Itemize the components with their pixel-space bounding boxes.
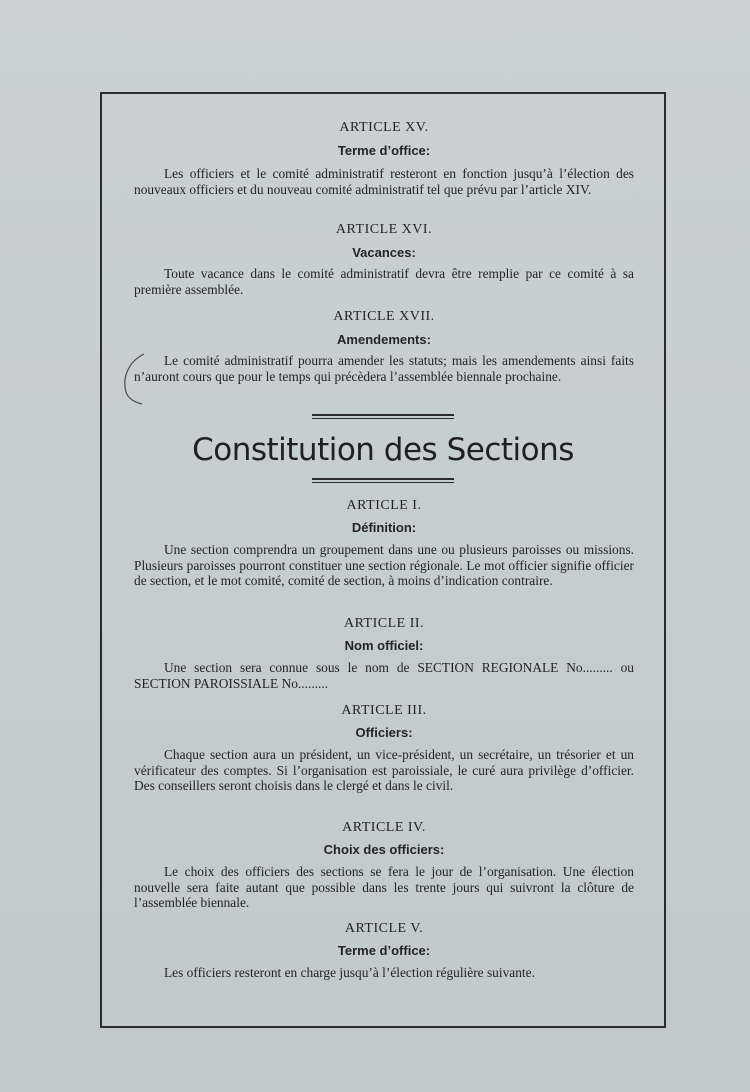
article-iv xyxy=(134,820,634,911)
article-title: Nom officiel: xyxy=(344,638,424,653)
section-title: Constitution des Sections xyxy=(192,432,574,468)
article-title: Choix des officiers: xyxy=(323,842,445,857)
article-ii xyxy=(134,616,634,691)
article-text: Une section comprendra un groupement dans une ou plusieurs paroisses ou missions. Plusieurs paroisses pourront constituer une section régionale. Le mot officier signifie officier de section, et le mot comité, comité de section, à moins d’indication contraire. xyxy=(134,542,634,589)
article-text: Les officiers et le comité administratif resteront en fonction jusqu’à l’élection des nouveaux officiers et du nouveau comité administratif tel que prévu par l’article XIV. xyxy=(134,166,634,197)
article-title: Officiers: xyxy=(355,725,413,740)
article-title: Terme d’office: xyxy=(337,943,431,958)
article-xvii xyxy=(134,309,634,384)
article-xvi xyxy=(134,222,634,297)
article-v xyxy=(134,921,634,981)
article-title: Terme d’office: xyxy=(337,143,431,158)
title-rule-bottom xyxy=(312,478,454,483)
article-heading: ARTICLE XV. xyxy=(339,120,429,135)
article-heading: ARTICLE II. xyxy=(343,616,425,631)
article-iii xyxy=(134,703,634,794)
article-text: Toute vacance dans le comité administratif devra être remplie par ce comité à sa première assemblée. xyxy=(134,266,634,297)
title-rule-top xyxy=(312,414,454,419)
article-text: Une section sera connue sous le nom de SECTION REGIONALE No......... ou SECTION PAROISSIALE No......... xyxy=(134,660,634,691)
article-heading: ARTICLE XVII. xyxy=(333,309,435,324)
article-text: Chaque section aura un président, un vice-président, un secrétaire, un trésorier et un vérificateur des comptes. Si l’organisation est paroissiale, le curé aura privilège d’officier. Des conseillers seront choisis dans le clergé et dans le civil. xyxy=(134,747,634,794)
article-i xyxy=(134,498,634,589)
article-title: Définition: xyxy=(351,520,417,535)
article-heading: ARTICLE I. xyxy=(346,498,422,513)
article-heading: ARTICLE XVI. xyxy=(335,222,433,237)
article-text: Le comité administratif pourra amender les statuts; mais les amendements ainsi faits n’auront cours que pour le temps qui précèdera l’assemblée biennale prochaine. xyxy=(134,353,634,384)
article-heading: ARTICLE III. xyxy=(341,703,427,718)
article-xv xyxy=(134,120,634,197)
pencil-bracket-mark xyxy=(120,352,148,406)
article-heading: ARTICLE IV. xyxy=(342,820,426,835)
article-text: Le choix des officiers des sections se fera le jour de l’organisation. Une élection nouvelle sera faite autant que possible dans les trente jours qui suivront la clôture de l’assemblée biennale. xyxy=(134,864,634,911)
article-title: Vacances: xyxy=(352,245,416,260)
article-text: Les officiers resteront en charge jusqu’à l’élection régulière suivante. xyxy=(164,965,535,980)
article-title: Amendements: xyxy=(337,332,431,347)
article-heading: ARTICLE V. xyxy=(344,921,424,936)
